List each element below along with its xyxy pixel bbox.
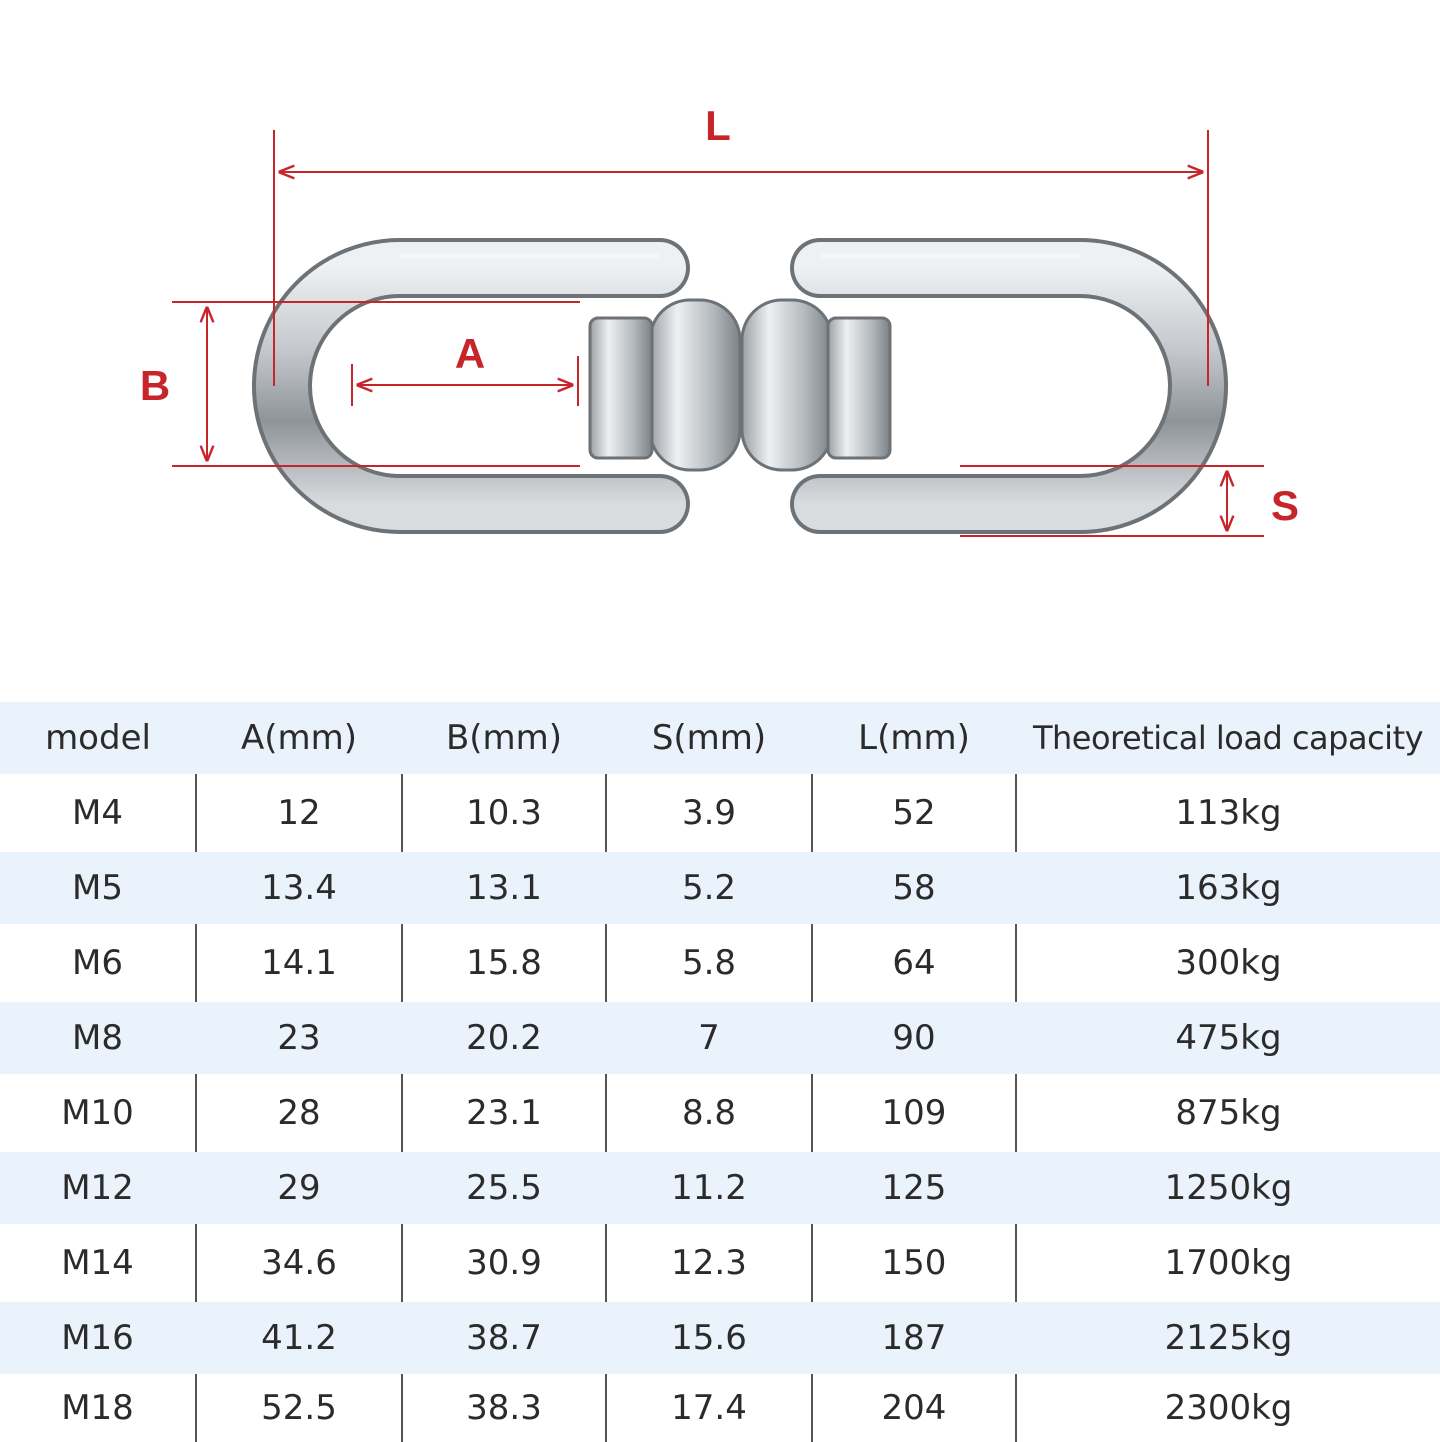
cell-load: 113kg [1016, 774, 1440, 852]
cell-model: M5 [72, 868, 123, 908]
cell-load: 1250kg [1164, 1168, 1293, 1208]
table-row [0, 924, 1440, 1002]
table-row [0, 774, 1440, 852]
cell-model: M18 [61, 1388, 134, 1428]
cell-b: 23.1 [402, 1074, 606, 1152]
cell-model: M16 [61, 1318, 134, 1358]
cell-model: M8 [72, 1018, 123, 1058]
cell-s: 12.3 [606, 1224, 812, 1302]
table-row [0, 1074, 1440, 1152]
dimension-label-b: B [139, 362, 171, 409]
cell-s: 5.2 [681, 868, 737, 908]
cell-b: 38.7 [466, 1318, 542, 1358]
cell-l: 150 [812, 1224, 1016, 1302]
cell-load: 2125kg [1164, 1318, 1293, 1358]
table-row [0, 852, 1440, 924]
cell-b: 25.5 [466, 1168, 542, 1208]
header-l: L(mm) [858, 718, 970, 758]
cell-a: 13.4 [261, 868, 337, 908]
cell-s: 15.6 [671, 1318, 747, 1358]
cell-s: 5.8 [606, 924, 812, 1002]
cell-s: 3.9 [606, 774, 812, 852]
cell-s: 8.8 [606, 1074, 812, 1152]
cell-b: 38.3 [402, 1374, 606, 1442]
cell-b: 20.2 [466, 1018, 542, 1058]
cell-load: 1700kg [1016, 1224, 1440, 1302]
cell-b: 30.9 [402, 1224, 606, 1302]
cell-l: 58 [892, 868, 936, 908]
cell-l: 52 [812, 774, 1016, 852]
cell-load: 875kg [1016, 1074, 1440, 1152]
cell-l: 204 [812, 1374, 1016, 1442]
cell-a: 52.5 [196, 1374, 402, 1442]
dimension-label-l: L [705, 102, 731, 149]
swivel-diagram [0, 0, 1440, 640]
cell-load: 300kg [1016, 924, 1440, 1002]
header-b: B(mm) [445, 718, 563, 758]
cell-s: 11.2 [671, 1168, 747, 1208]
cell-model: M4 [72, 793, 123, 833]
table-row [0, 1152, 1440, 1224]
cell-a: 23 [277, 1018, 321, 1058]
cell-model: M10 [61, 1093, 134, 1133]
dimension-label-a: A [454, 330, 486, 377]
cell-l: 90 [892, 1018, 936, 1058]
cell-l: 187 [881, 1318, 947, 1358]
cell-l: 125 [881, 1168, 947, 1208]
cell-l: 64 [812, 924, 1016, 1002]
cell-model: M6 [72, 943, 123, 983]
cell-a: 34.6 [196, 1224, 402, 1302]
cell-s: 17.4 [606, 1374, 812, 1442]
cell-a: 41.2 [261, 1318, 337, 1358]
cell-load: 2300kg [1016, 1374, 1440, 1442]
cell-load: 475kg [1175, 1018, 1282, 1058]
swivel-center [590, 300, 890, 470]
cell-l: 109 [812, 1074, 1016, 1152]
table-row [0, 1302, 1440, 1374]
header-load-capacity: Theoretical load capacity [1032, 719, 1424, 757]
table-header-row [0, 702, 1440, 774]
cell-b: 13.1 [466, 868, 542, 908]
dimension-label-s: S [1270, 482, 1300, 529]
cell-a: 14.1 [196, 924, 402, 1002]
cell-load: 163kg [1175, 868, 1282, 908]
cell-s: 7 [698, 1018, 720, 1058]
header-s: S(mm) [651, 718, 767, 758]
table-row [0, 1374, 1440, 1442]
cell-b: 15.8 [402, 924, 606, 1002]
cell-model: M14 [61, 1243, 134, 1283]
header-a: A(mm) [240, 718, 358, 758]
table-row [0, 1224, 1440, 1302]
table-row [0, 1002, 1440, 1074]
cell-a: 29 [277, 1168, 321, 1208]
header-model: model [45, 718, 151, 758]
cell-a: 28 [196, 1074, 402, 1152]
cell-a: 12 [196, 774, 402, 852]
cell-model: M12 [61, 1168, 134, 1208]
spec-table [0, 702, 1440, 1442]
cell-b: 10.3 [402, 774, 606, 852]
